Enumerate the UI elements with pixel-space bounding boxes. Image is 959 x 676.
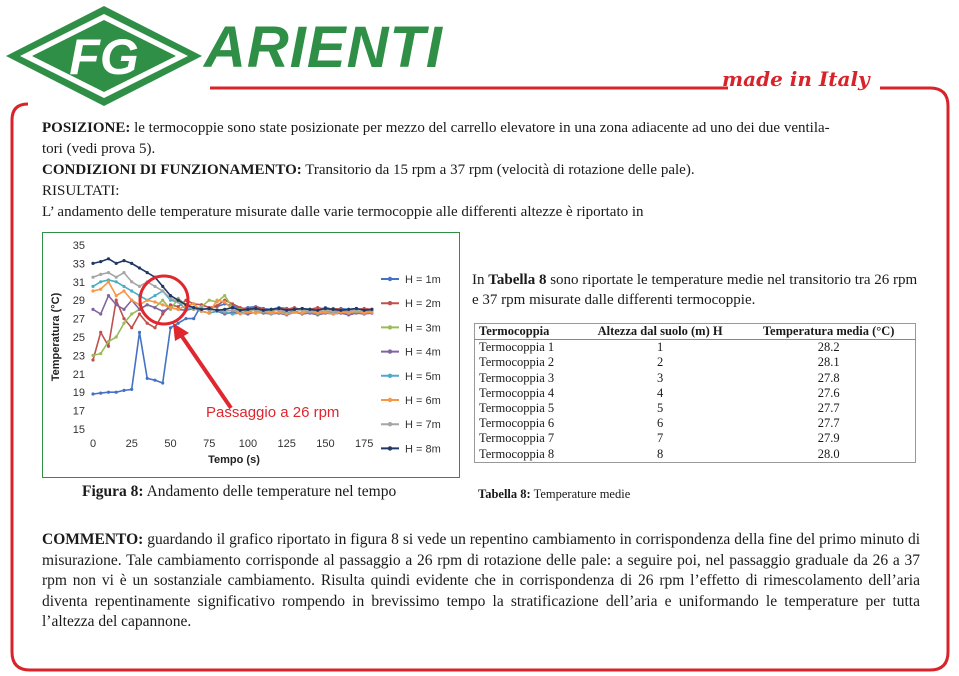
x-tick-label: 75 [203,438,216,450]
data-point [161,289,164,292]
data-point [339,309,342,312]
y-tick-label: 15 [72,424,85,436]
condizioni-text: Transitorio da 15 rpm a 37 rpm (velocità di rotazione delle pale). [305,162,695,178]
data-point [91,358,94,361]
data-point [184,317,187,320]
data-point [153,300,156,303]
legend-label: H = 8m [405,443,441,456]
data-point [192,317,195,320]
posizione-text: le termocoppie sono state posizionate per mezzo del carrello elevatore in una zona adiacente ad uno dei due ventila- [134,120,830,136]
data-point [153,294,156,297]
y-tick-label: 31 [72,276,85,289]
posizione-label: POSIZIONE: [42,120,131,136]
data-point [270,308,273,311]
data-point [146,271,149,274]
data-point [130,388,133,391]
table-header: Temperatura media (°C) [742,324,915,340]
data-point [115,276,118,279]
logo-text: FG [69,29,139,85]
data-point [122,259,125,262]
y-tick-label: 17 [72,405,85,418]
data-point [231,306,234,309]
data-point [169,297,172,300]
data-point [115,335,118,338]
data-point [177,299,180,302]
x-axis-label: Tempo (s) [208,454,260,466]
table-row [475,386,916,401]
data-point [208,299,211,302]
data-point [138,266,141,269]
legend-label: H = 4m [405,346,441,359]
data-point [208,307,211,310]
data-point [99,280,102,283]
x-tick-label: 0 [89,438,97,450]
data-point [122,289,125,292]
data-point [223,300,226,303]
data-point [254,307,257,310]
data-point [153,379,156,382]
data-point [115,303,118,306]
data-point [107,294,110,297]
data-point [130,299,133,302]
x-tick-label: 50 [164,438,177,450]
legend-marker [388,374,392,378]
comment-paragraph [42,530,920,633]
table-row [475,371,916,386]
table-cell: 28.2 [817,340,840,355]
data-point [363,309,366,312]
legend-marker [388,325,392,329]
table-intro [472,270,922,310]
y-tick-label: 21 [72,368,85,381]
data-point [177,308,180,311]
series-line [93,304,372,394]
data-point [153,285,156,288]
table-cell: Termocoppia 2 [479,355,555,370]
table-cell: Termocoppia 1 [479,340,555,355]
data-point [122,308,125,311]
fg-logo [4,4,204,108]
table-cell: 3 [656,370,664,385]
temperature-table [474,323,916,463]
data-point [99,288,102,291]
table-row [475,355,916,370]
table-row [475,447,916,463]
data-point [270,312,273,315]
data-point [161,299,164,302]
data-point [192,306,195,309]
intro-prefix: In [472,272,485,288]
table-header: Altezza dal suolo (m) H [578,324,742,340]
data-point [177,322,180,325]
data-point [169,303,172,306]
legend-label: H = 3m [405,322,441,335]
data-point [130,280,133,283]
data-point [293,308,296,311]
data-point [215,304,218,307]
y-tick-label: 29 [72,295,85,308]
data-point [316,312,319,315]
data-point [169,306,172,309]
table-cell: 1 [656,340,664,355]
data-point [122,389,125,392]
data-point [99,260,102,263]
data-point [153,306,156,309]
data-point [285,309,288,312]
y-tick-label: 27 [72,313,85,326]
data-point [161,312,164,315]
data-point [107,280,110,283]
data-point [262,309,265,312]
x-tick-label: 125 [277,438,296,450]
data-point [239,309,242,312]
y-tick-label: 35 [72,240,85,252]
table-cell: 27.7 [817,416,840,431]
intro-table-ref: Tabella 8 [488,272,547,288]
data-point [301,312,304,315]
data-point [332,312,335,315]
x-tick-label: 175 [354,438,374,450]
data-point [115,294,118,297]
data-point [370,308,373,311]
legend-marker [388,398,392,402]
data-point [146,377,149,380]
data-point [99,392,102,395]
table-row [475,416,916,431]
table-cell: 7 [656,431,664,446]
y-tick-label: 25 [72,332,85,344]
data-point [138,312,141,315]
data-point [91,276,94,279]
legend-marker [388,349,392,353]
condizioni-label: CONDIZIONI DI FUNZIONAMENTO: [42,162,302,178]
x-tick-label: 100 [238,438,258,450]
table-caption [478,487,630,502]
data-point [215,299,218,302]
data-point [91,392,94,395]
data-point [177,305,180,308]
table-cell: 6 [656,416,664,431]
legend-marker [388,277,392,281]
data-point [91,285,94,288]
table-cell: 27.7 [817,401,840,416]
risultati-label: RISULTATI: [42,183,120,199]
data-point [122,322,125,325]
table-header-row [475,324,916,340]
table-cell: Termocoppia 8 [479,446,555,461]
legend-label: H = 7m [405,419,441,432]
figure-caption-label: Figura 8: [82,483,144,500]
data-point [161,285,164,288]
x-tick-label: 25 [125,438,138,450]
data-point [363,312,366,315]
data-point [130,312,133,315]
data-point [99,312,102,315]
data-point [223,294,226,297]
table-cell: Termocoppia 3 [479,370,555,385]
data-point [107,257,110,260]
data-point [122,285,125,288]
legend-label: H = 2m [405,298,441,311]
intro-text: sono riportate le temperature medie nel transitorio tra 26 rpm e 37 rpm misurate dalle differenti termocoppie. [472,272,918,308]
data-point [115,262,118,265]
data-point [91,308,94,311]
posizione-paragraph [42,118,922,139]
y-tick-label: 23 [72,350,85,363]
y-tick-label: 33 [72,258,85,271]
table-cell: 8 [656,446,664,461]
temperature-chart [42,232,460,478]
data-point [99,273,102,276]
comment-label: COMMENTO: [42,531,144,548]
data-point [355,307,358,310]
brand-name: ARIENTI [204,15,443,80]
tagline: made in Italy [722,67,870,91]
table-cell: 27.6 [817,385,840,400]
annotation-arrow [181,335,231,408]
table-caption-text: Temperature medie [533,487,631,501]
data-point [277,307,280,310]
y-axis-label: Temperatura (°C) [50,292,62,382]
data-point [169,326,172,329]
data-point [308,308,311,311]
data-point [192,302,195,305]
data-point [161,303,164,306]
y-tick-label: 19 [72,387,85,400]
data-point [107,271,110,274]
data-point [285,312,288,315]
table-cell: 27.9 [817,431,840,446]
chart-svg [43,233,459,477]
data-point [91,354,94,357]
figure-caption-text: Andamento delle temperature nel tempo [146,483,397,500]
data-point [130,262,133,265]
data-point [246,311,249,314]
data-point [324,311,327,314]
data-point [146,322,149,325]
condizioni-paragraph [42,160,922,181]
table-cell: Termocoppia 5 [479,401,555,416]
data-point [107,391,110,394]
annotation-label: Passaggio a 26 rpm [206,404,340,421]
table-row [475,340,916,356]
table-cell: Termocoppia 6 [479,416,555,431]
table-cell: 5 [656,401,664,416]
data-point [200,308,203,311]
legend-label: H = 1m [405,274,441,286]
data-point [231,312,234,315]
data-point [115,299,118,302]
data-point [293,311,296,314]
data-point [208,312,211,315]
data-point [153,326,156,329]
data-point [115,280,118,283]
data-point [91,289,94,292]
data-point [161,310,164,313]
data-point [122,271,125,274]
data-point [146,303,149,306]
table-cell: 4 [656,385,664,400]
legend-label: H = 6m [405,395,441,407]
data-point [215,309,218,312]
data-point [239,312,242,315]
table-caption-label: Tabella 8: [478,487,531,501]
data-point [246,308,249,311]
data-point [169,294,172,297]
risultati-text: L’ andamento delle temperature misurate dalle varie termocoppie alle differenti altezze è riportato in [42,204,644,220]
data-point [161,381,164,384]
legend-marker [388,446,392,450]
data-point [254,312,257,315]
table-cell: Termocoppia 4 [479,385,555,400]
legend-marker [388,422,392,426]
data-point [301,307,304,310]
comment-text: guardando il grafico riportato in figura 8 si vede un repentino cambiamento in corrispondenza della fine del primo minuto di misurazione. Tale cambiamento corrisponde al passaggio a 26 rpm di rotazione delle pale: a seguire poi, nel passaggio graduale da 26 a 37 rpm non vi è un sostanziale cambiamento. Risulta quindi evidente che in corrispondenza di 26 rpm l’effetto di rimescolamento dell’aria diventa repentinamente significativo rompendo in brevissimo tempo la stratificazione dell’aria e uniformando le temperature per tutta l’altezza del capannone. [42,531,920,630]
legend-marker [388,301,392,305]
data-point [122,317,125,320]
data-point [332,308,335,311]
data-point [324,307,327,310]
data-point [99,352,102,355]
data-point [107,340,110,343]
data-point [146,299,149,302]
table-cell: 28.0 [817,446,840,461]
figure-caption [82,483,396,501]
table-header: Termocoppia [475,324,578,340]
data-point [115,391,118,394]
table-cell: 2 [656,355,664,370]
data-point [316,309,319,312]
data-point [107,345,110,348]
data-point [130,289,133,292]
data-point [91,262,94,265]
data-point [347,308,350,311]
data-point [223,308,226,311]
table-cell: 28.1 [817,355,840,370]
data-point [99,331,102,334]
table-row [475,431,916,446]
data-point [130,326,133,329]
data-point [138,331,141,334]
legend-label: H = 5m [405,370,441,383]
posizione-paragraph-line2: tori (vedi prova 5). [42,141,156,157]
table-cell: Termocoppia 7 [479,431,555,446]
table-row [475,401,916,416]
table-cell: 27.8 [817,370,840,385]
data-point [138,285,141,288]
x-tick-label: 150 [316,438,335,450]
